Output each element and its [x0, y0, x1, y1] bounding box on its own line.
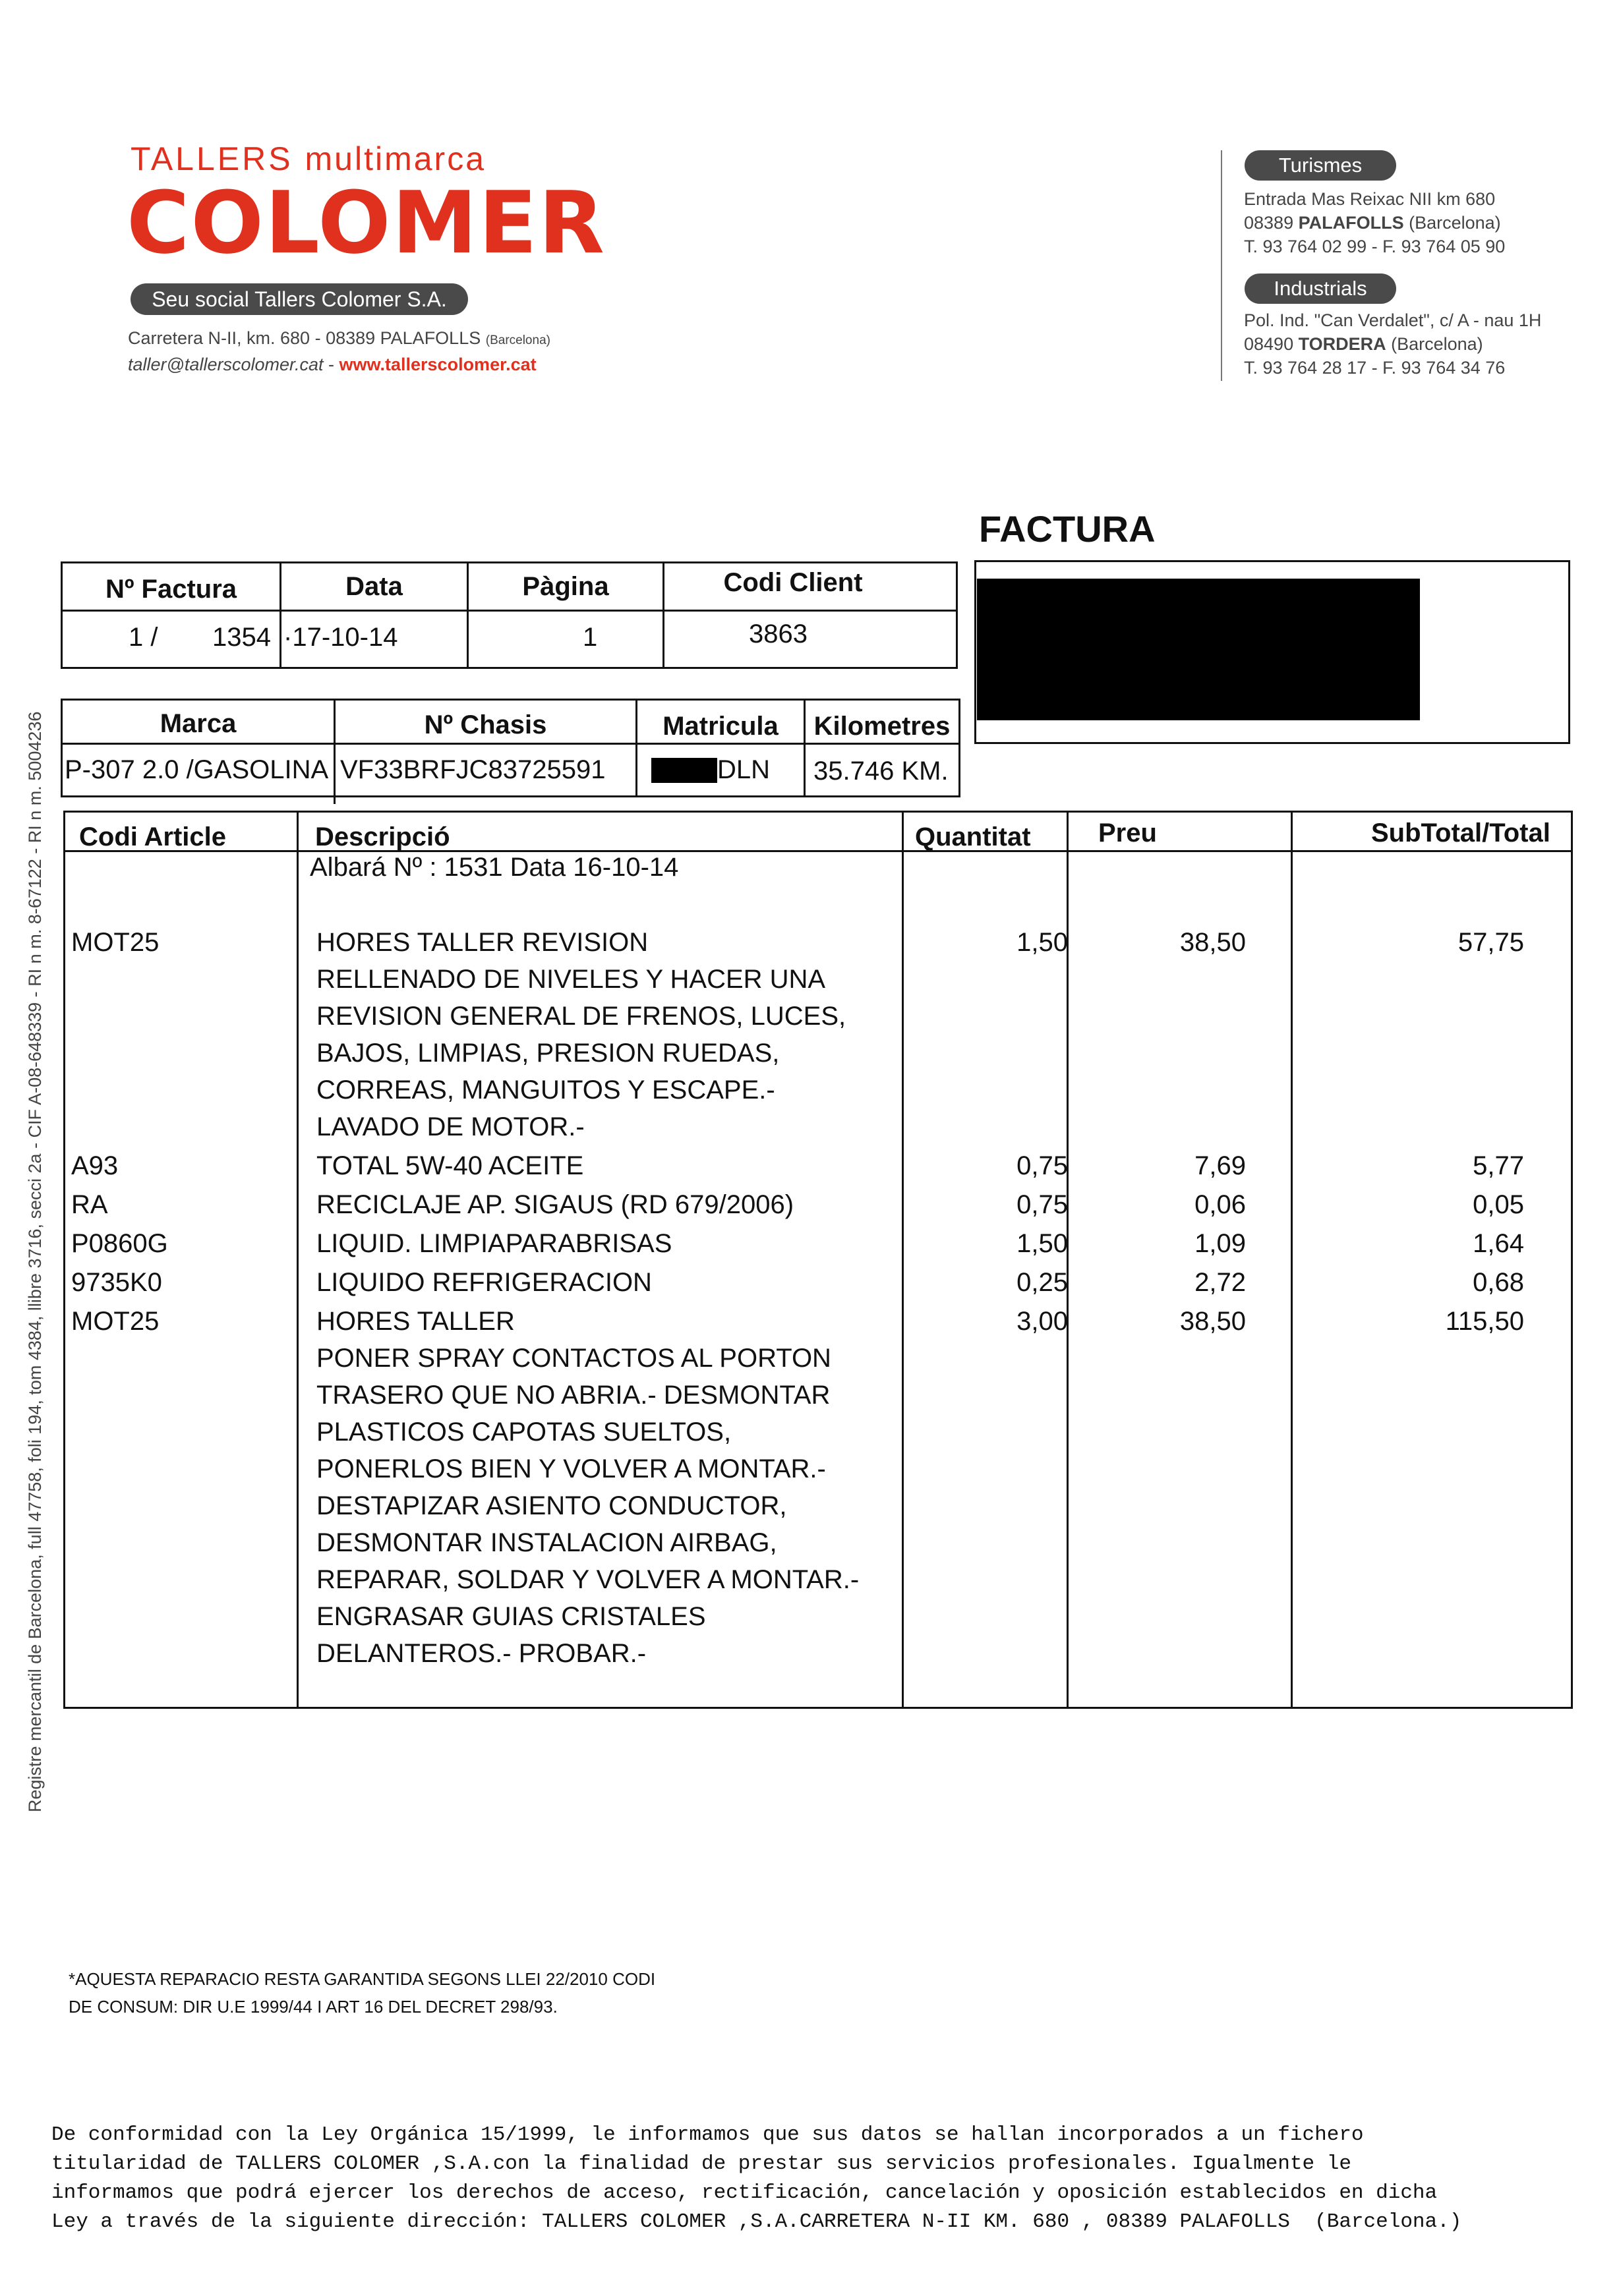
item-quantity: 0,75 — [1016, 1190, 1068, 1219]
col-header-preu: Preu — [1098, 818, 1157, 847]
branch-industrials-line1: Pol. Ind. "Can Verdalet", c/ A - nau 1H — [1244, 310, 1542, 330]
col-header-codi-article: Codi Article — [79, 822, 226, 851]
item-subtotal: 1,64 — [1473, 1229, 1524, 1258]
col-header-matricula: Matricula — [662, 712, 779, 741]
item-description: LIQUID. LIMPIAPARABRISAS — [316, 1229, 672, 1258]
item-description: PLASTICOS CAPOTAS SUELTOS, — [316, 1418, 732, 1447]
branches-divider — [1221, 150, 1222, 381]
branch-industrials-badge: Industrials — [1245, 273, 1396, 304]
item-price: 0,06 — [1194, 1190, 1246, 1219]
item-description: ENGRASAR GUIAS CRISTALES — [316, 1602, 706, 1631]
brand-name-small: TALLERS — [131, 140, 293, 177]
item-quantity: 0,75 — [1016, 1151, 1068, 1180]
col-header-marca: Marca — [160, 709, 237, 738]
item-price: 7,69 — [1194, 1151, 1246, 1180]
item-description: LAVADO DE MOTOR.- — [316, 1112, 585, 1141]
company-address — [128, 328, 550, 349]
col-header-codi-client: Codi Client — [723, 568, 863, 597]
client-code: 3863 — [749, 619, 808, 648]
item-description: TRASERO QUE NO ABRIA.- DESMONTAR — [316, 1381, 831, 1410]
col-header-data: Data — [345, 572, 403, 601]
item-description: PONER SPRAY CONTACTOS AL PORTON — [316, 1344, 831, 1373]
registry-info: Registre mercantil de Barcelona, full 47758, foli 194, tom 4384, llibre 3716, secci 2a - CIF A-08-648339 - RI n m. 8-67122 - RI n m. 5004236 — [25, 711, 45, 1812]
item-description: HORES TALLER — [316, 1307, 515, 1336]
col-header-kilometres: Kilometres — [813, 712, 951, 741]
brand-sub: multimarca — [305, 140, 486, 177]
branch-turismes-phone: T. 93 764 02 99 - F. 93 764 05 90 — [1244, 237, 1506, 256]
company-email: taller@tallerscolomer.cat — [128, 355, 324, 374]
company-logo: COLOMER — [127, 173, 606, 273]
item-price: 2,72 — [1194, 1268, 1246, 1297]
factura-number: 1354 — [212, 623, 271, 652]
item-description: REPARAR, SOLDAR Y VOLVER A MONTAR.- — [316, 1565, 860, 1594]
item-code: RA — [71, 1190, 108, 1219]
item-quantity: 3,00 — [1016, 1307, 1068, 1336]
item-price: 1,09 — [1194, 1229, 1246, 1258]
item-subtotal: 115,50 — [1445, 1307, 1524, 1336]
col-header-descripcio: Descripció — [315, 822, 450, 851]
branch-turismes-line2: 08389 PALAFOLLS (Barcelona) — [1244, 213, 1501, 233]
item-description: HORES TALLER REVISION — [316, 928, 649, 957]
factura-series: 1 / — [129, 623, 158, 652]
col-header-chasis: Nº Chasis — [424, 710, 547, 739]
delivery-note-ref: Albará Nº : 1531 Data 16-10-14 — [310, 853, 679, 882]
company-website: www.tallerscolomer.cat — [339, 355, 537, 374]
page-number: 1 — [583, 623, 598, 652]
branch-turismes-address — [1244, 187, 1505, 258]
legal-line-4: Ley a través de la siguiente dirección: TALLERS COLOMER ,S.A.CARRETERA N-II KM. 680 , 08389 PALAFOLLS (Barcelona.) — [51, 2210, 1462, 2233]
plate-suffix: DLN — [717, 755, 771, 784]
item-code: MOT25 — [71, 928, 160, 957]
item-subtotal: 0,68 — [1473, 1268, 1524, 1297]
branch-turismes-badge: Turismes — [1245, 150, 1396, 181]
legal-line-3: informamos que podrá ejercer los derechos de acceso, rectificación, cancelación y oposición establecidos en dicha — [51, 2181, 1438, 2204]
item-code: A93 — [71, 1151, 119, 1180]
item-quantity: 1,50 — [1016, 928, 1068, 957]
invoice-date: ·17-10-14 — [283, 623, 398, 652]
item-code: 9735K0 — [71, 1268, 162, 1297]
branch-industrials-line2: 08490 TORDERA (Barcelona) — [1244, 334, 1483, 354]
col-header-factura: Nº Factura — [105, 575, 237, 604]
guarantee-note-line1: *AQUESTA REPARACIO RESTA GARANTIDA SEGONS LLEI 22/2010 CODI — [69, 1969, 656, 1989]
document-title: FACTURA — [979, 508, 1156, 550]
legal-line-2: titularidad de TALLERS COLOMER ,S.A.con la finalidad de prestar sus servicios profesionales. Igualmente le — [51, 2152, 1351, 2175]
vehicle-mileage: 35.746 KM. — [813, 757, 949, 786]
vehicle-chassis: VF33BRFJC83725591 — [340, 755, 606, 784]
redacted-plate — [651, 758, 717, 783]
item-price: 38,50 — [1179, 928, 1246, 957]
branch-turismes-line1: Entrada Mas Reixac NII km 680 — [1244, 189, 1496, 209]
item-description: DESTAPIZAR ASIENTO CONDUCTOR, — [316, 1491, 787, 1520]
company-contact: taller@tallerscolomer.cat - www.tallerscolomer.cat — [128, 355, 537, 374]
branch-industrials-address — [1244, 308, 1541, 380]
redacted-client-address — [977, 579, 1420, 720]
guarantee-note-line2: DE CONSUM: DIR U.E 1999/44 I ART 16 DEL DECRET 298/93. — [69, 1997, 558, 2017]
branch-industrials-phone: T. 93 764 28 17 - F. 93 764 34 76 — [1244, 358, 1506, 378]
address-region: (Barcelona) — [485, 333, 550, 347]
item-subtotal: 57,75 — [1457, 928, 1524, 957]
item-description: CORREAS, MANGUITOS Y ESCAPE.- — [316, 1076, 775, 1105]
item-subtotal: 0,05 — [1473, 1190, 1524, 1219]
item-price: 38,50 — [1179, 1307, 1246, 1336]
item-quantity: 0,25 — [1016, 1268, 1068, 1297]
item-description: LIQUIDO REFRIGERACION — [316, 1268, 652, 1297]
social-seat-badge: Seu social Tallers Colomer S.A. — [131, 283, 468, 315]
item-description: RELLENADO DE NIVELES Y HACER UNA — [316, 965, 826, 994]
item-quantity: 1,50 — [1016, 1229, 1068, 1258]
item-code: MOT25 — [71, 1307, 160, 1336]
vehicle-brand: P-307 2.0 /GASOLINA — [65, 755, 329, 784]
legal-line-1: De conformidad con la Ley Orgánica 15/1999, le informamos que sus datos se hallan incorporados a un fichero — [51, 2123, 1364, 2146]
item-description: PONERLOS BIEN Y VOLVER A MONTAR.- — [316, 1454, 826, 1483]
item-code: P0860G — [71, 1229, 168, 1258]
col-header-pagina: Pàgina — [522, 572, 609, 601]
col-header-subtotal: SubTotal/Total — [1371, 818, 1550, 847]
item-description: DELANTEROS.- PROBAR.- — [316, 1639, 647, 1668]
col-header-quantitat: Quantitat — [915, 822, 1031, 851]
item-description: TOTAL 5W-40 ACEITE — [316, 1151, 584, 1180]
address-line: Carretera N-II, km. 680 - 08389 PALAFOLLS — [128, 328, 481, 348]
item-description: RECICLAJE AP. SIGAUS (RD 679/2006) — [316, 1190, 794, 1219]
item-description: REVISION GENERAL DE FRENOS, LUCES, — [316, 1002, 846, 1031]
item-description: BAJOS, LIMPIAS, PRESION RUEDAS, — [316, 1039, 780, 1068]
item-description: DESMONTAR INSTALACION AIRBAG, — [316, 1528, 777, 1557]
item-subtotal: 5,77 — [1473, 1151, 1524, 1180]
